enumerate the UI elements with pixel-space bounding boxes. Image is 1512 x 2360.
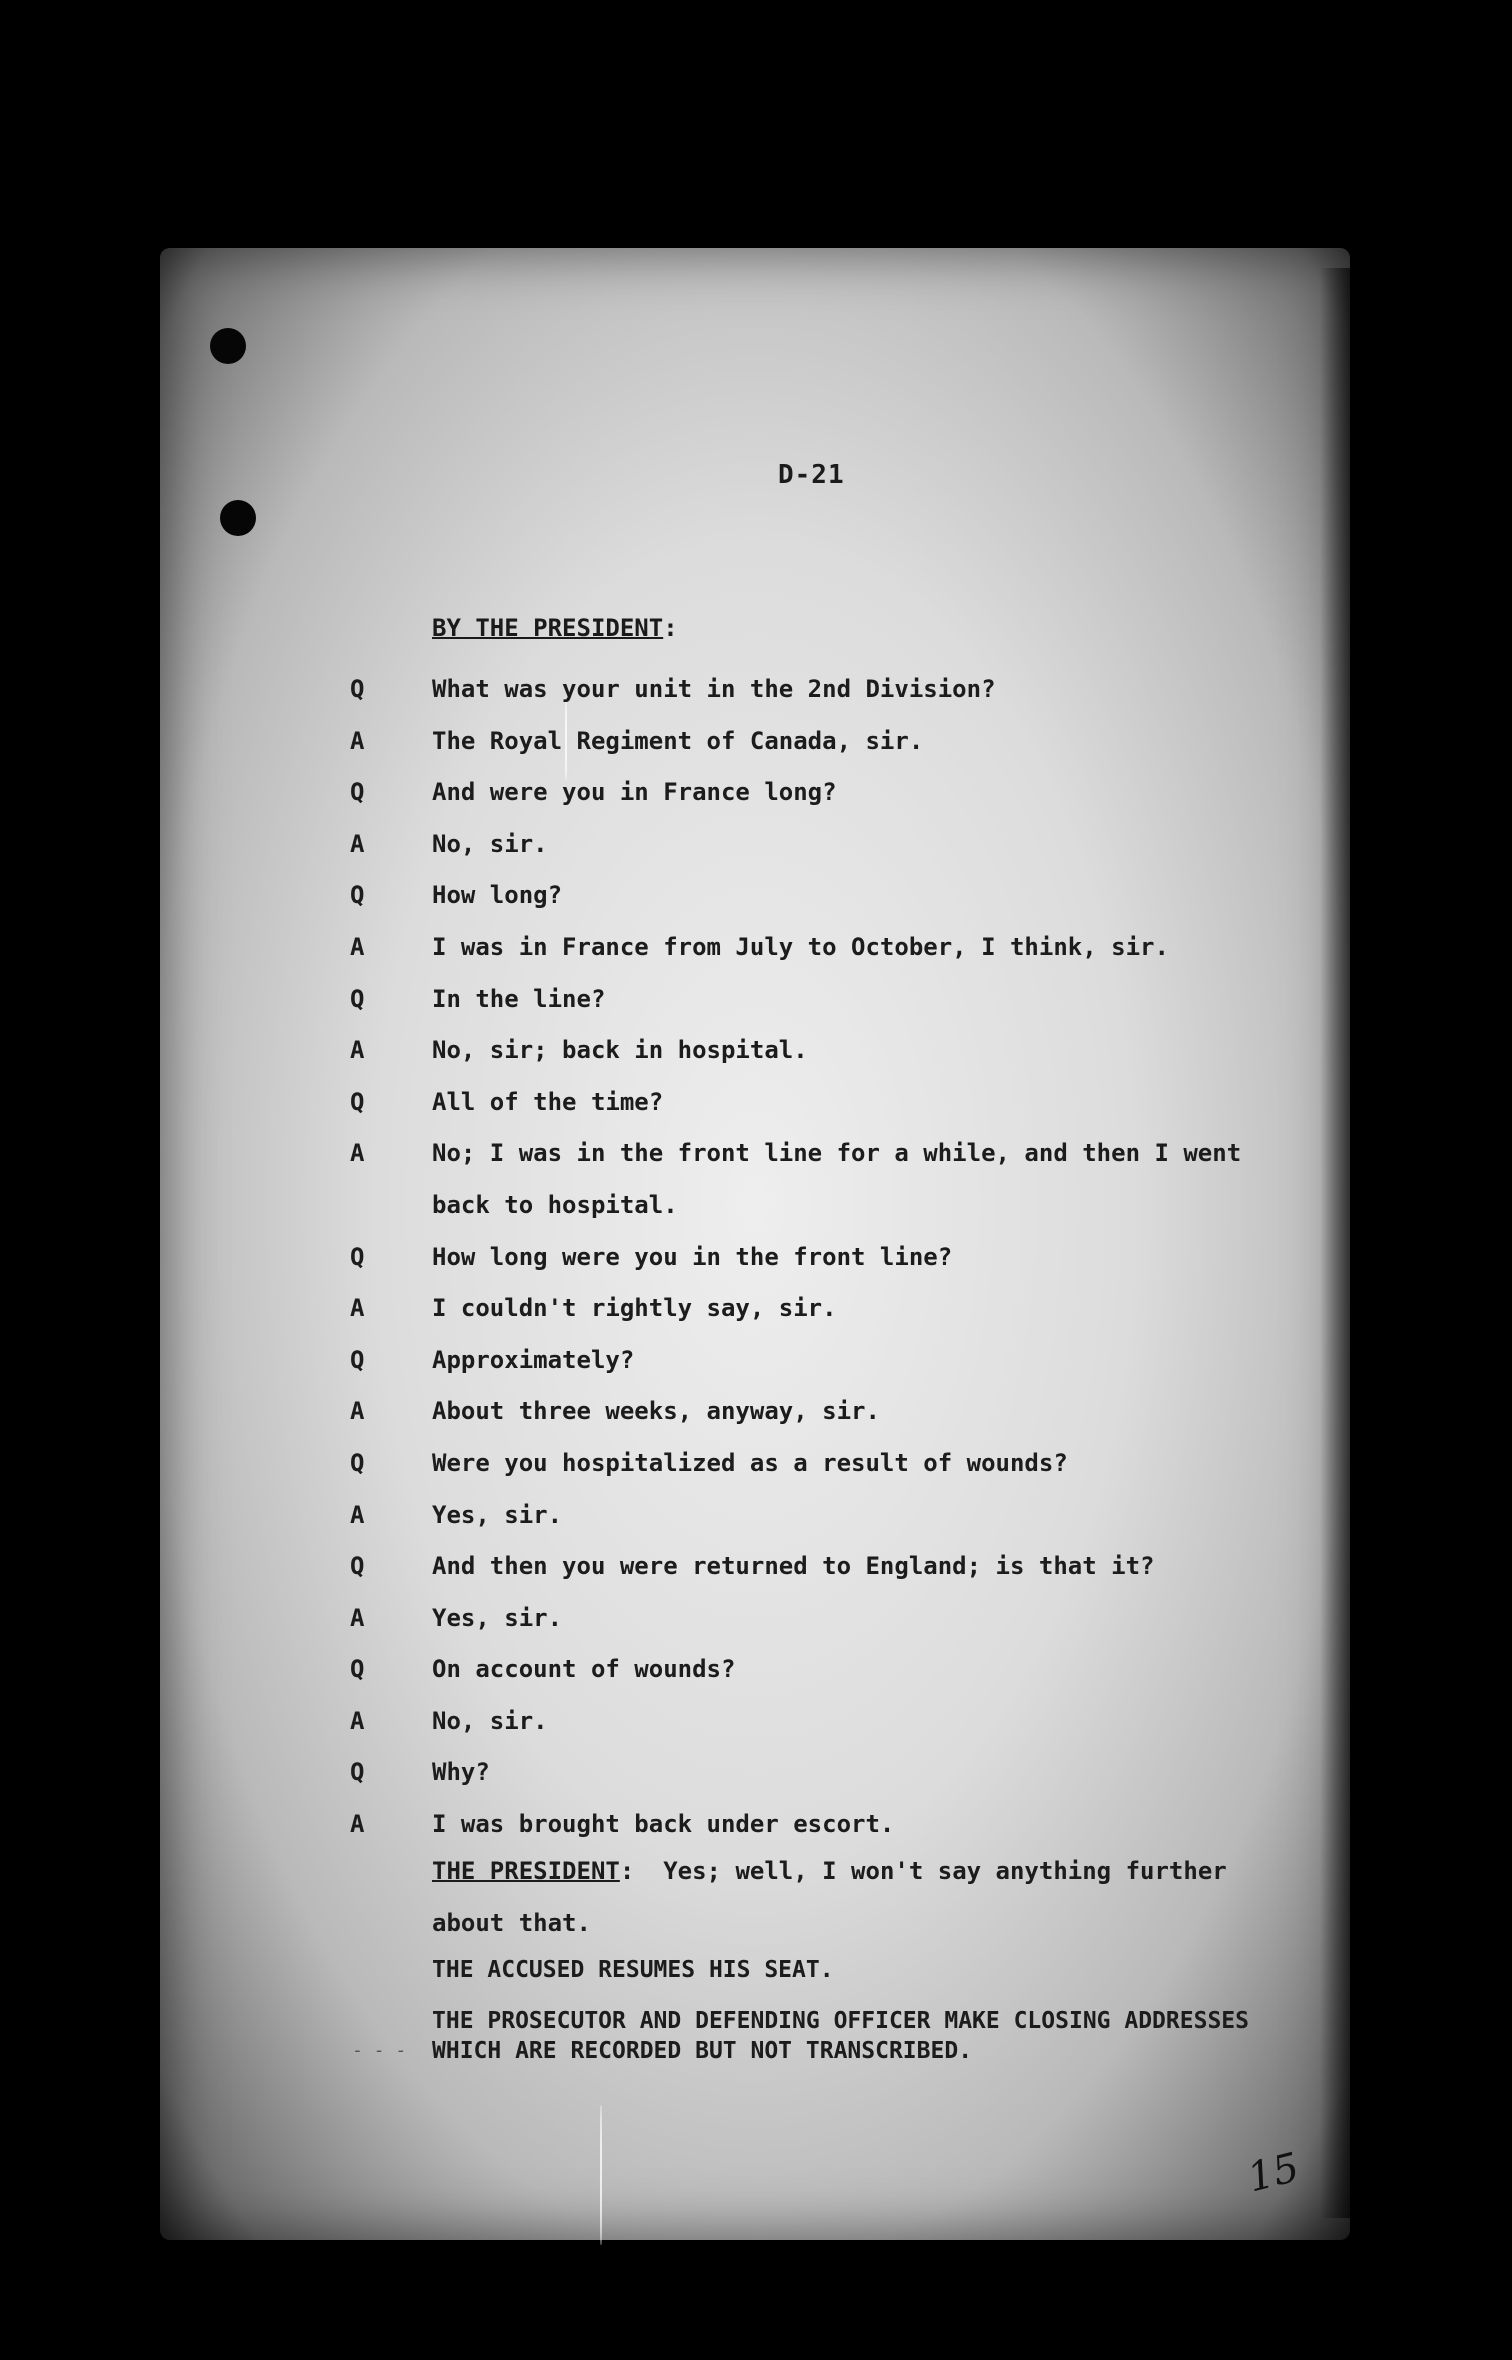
section-heading-colon: : xyxy=(663,614,678,642)
testimony-row xyxy=(350,1283,1350,1335)
testimony-row xyxy=(350,922,1350,974)
answer-text: Yes, sir. xyxy=(432,1603,563,1632)
question-marker: Q xyxy=(350,984,365,1013)
testimony-row xyxy=(350,664,1350,716)
question-text: All of the time? xyxy=(432,1087,664,1116)
punch-hole-bottom xyxy=(220,500,256,536)
answer-marker: A xyxy=(350,726,365,755)
question-marker: Q xyxy=(350,1087,365,1116)
answer-text: No, sir; back in hospital. xyxy=(432,1036,808,1065)
question-text: What was your unit in the 2nd Division? xyxy=(432,675,996,703)
answer-marker: A xyxy=(350,1036,365,1065)
closing-addresses-note: THE PROSECUTOR AND DEFENDING OFFICER MAKE CLOSING ADDRESSES WHICH ARE RECORDED BUT NOT TRANSCRIBED. xyxy=(432,2008,1249,2064)
section-heading-label: BY THE PRESIDENT xyxy=(432,614,664,642)
answer-marker: A xyxy=(350,1810,365,1839)
answer-marker: A xyxy=(350,829,365,858)
testimony-list xyxy=(350,664,1350,1851)
question-text: Were you hospitalized as a result of wounds? xyxy=(432,1448,1068,1477)
question-text: Approximately? xyxy=(432,1345,635,1374)
testimony-row xyxy=(350,1077,1350,1129)
testimony-row xyxy=(350,1696,1350,1748)
question-marker: Q xyxy=(350,778,365,807)
answer-text: The Royal Regiment of Canada, sir. xyxy=(432,726,924,755)
accused-resumes-note: THE ACCUSED RESUMES HIS SEAT. xyxy=(432,1957,834,1983)
question-text: How long? xyxy=(432,881,563,910)
question-marker: Q xyxy=(350,675,365,703)
testimony-row xyxy=(350,767,1350,819)
testimony-row xyxy=(350,1799,1350,1851)
president-remark-colon: : xyxy=(619,1857,635,1885)
question-marker: Q xyxy=(350,1242,365,1271)
question-text: And then you were returned to England; is that it? xyxy=(432,1552,1155,1581)
question-text: Why? xyxy=(432,1758,490,1787)
president-remark-label: THE PRESIDENT xyxy=(432,1857,620,1885)
answer-marker: A xyxy=(350,932,365,961)
testimony-row xyxy=(350,1335,1350,1387)
answer-marker: A xyxy=(350,1500,365,1529)
question-marker: Q xyxy=(350,1758,365,1787)
question-marker: Q xyxy=(350,1552,365,1581)
answer-marker: A xyxy=(350,1294,365,1323)
page-number: D-21 xyxy=(778,460,845,490)
president-remark-text: Yes; well, I won't say anything further about that. xyxy=(432,1857,1227,1937)
question-text: On account of wounds? xyxy=(432,1655,736,1684)
question-text: How long were you in the front line? xyxy=(432,1242,953,1271)
answer-text: About three weeks, anyway, sir. xyxy=(432,1397,880,1426)
answer-text: No, sir. xyxy=(432,829,548,858)
answer-marker: A xyxy=(350,1139,365,1168)
answer-marker: A xyxy=(350,1706,365,1735)
testimony-row xyxy=(350,974,1350,1026)
question-marker: Q xyxy=(350,881,365,910)
testimony-row xyxy=(350,1232,1350,1284)
testimony-row xyxy=(350,1747,1350,1799)
handwritten-initials: 15 xyxy=(1243,2144,1304,2202)
answer-text: I was in France from July to October, I think, sir. xyxy=(432,932,1169,961)
question-marker: Q xyxy=(350,1448,365,1477)
question-text: And were you in France long? xyxy=(432,778,837,807)
section-heading xyxy=(432,614,678,642)
answer-marker: A xyxy=(350,1397,365,1426)
testimony-row xyxy=(350,819,1350,871)
question-text: In the line? xyxy=(432,984,606,1013)
testimony-row xyxy=(350,1128,1350,1231)
answer-text: I couldn't rightly say, sir. xyxy=(432,1294,837,1323)
answer-text: Yes, sir. xyxy=(432,1500,563,1529)
margin-dash-mark: - - - xyxy=(352,2040,407,2061)
answer-text: No; I was in the front line for a while, and then I went back to hospital. xyxy=(432,1139,1242,1219)
testimony-row xyxy=(350,1438,1350,1490)
answer-marker: A xyxy=(350,1603,365,1632)
scratch-mark xyxy=(600,2105,602,2245)
testimony-row xyxy=(350,1593,1350,1645)
answer-text: I was brought back under escort. xyxy=(432,1810,895,1839)
punch-hole-top xyxy=(210,328,246,364)
testimony-row xyxy=(350,870,1350,922)
testimony-row xyxy=(350,1386,1350,1438)
answer-text: No, sir. xyxy=(432,1706,548,1735)
testimony-row xyxy=(350,1644,1350,1696)
testimony-row xyxy=(350,1541,1350,1593)
president-remark xyxy=(432,1846,1352,1949)
question-marker: Q xyxy=(350,1655,365,1684)
testimony-row xyxy=(350,716,1350,768)
testimony-row xyxy=(350,1025,1350,1077)
testimony-row xyxy=(350,1490,1350,1542)
question-marker: Q xyxy=(350,1345,365,1374)
